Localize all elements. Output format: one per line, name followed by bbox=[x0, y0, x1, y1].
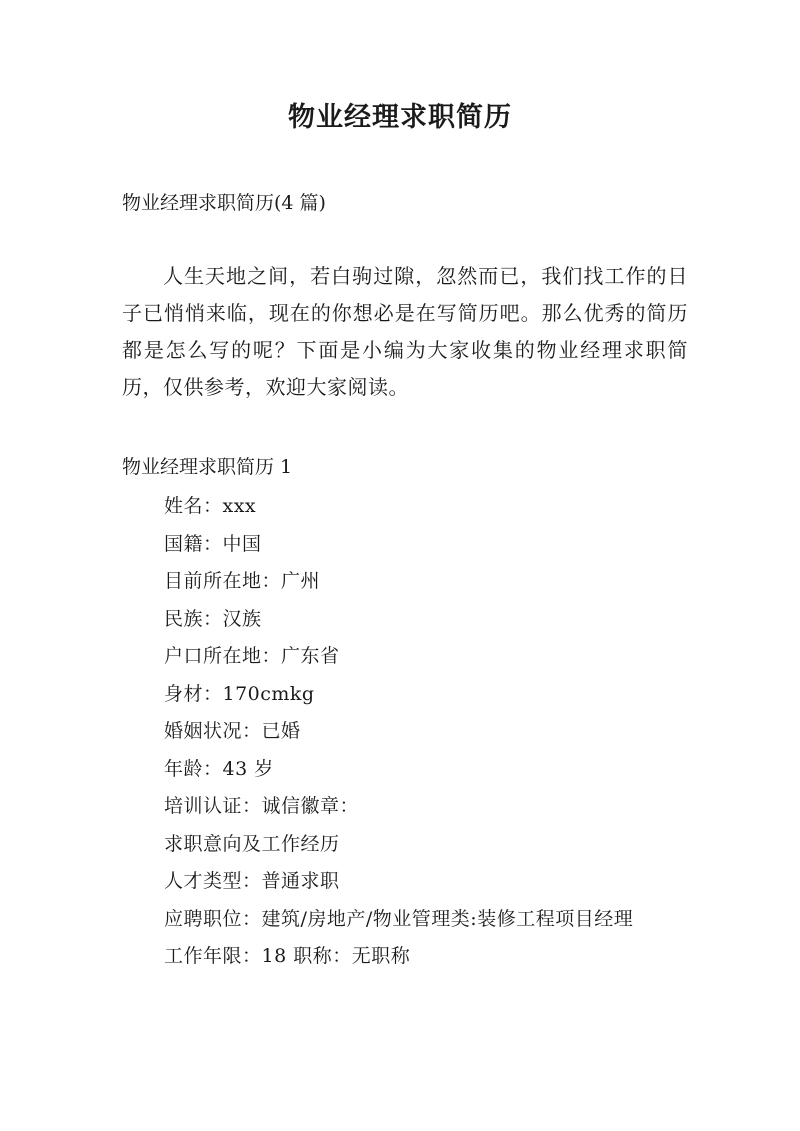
intro-paragraph: 人生天地之间，若白驹过隙，忽然而已，我们找工作的日子已悄悄来临，现在的你想必是在写简历吧。那么优秀的简历都是怎么写的呢？下面是小编为大家收集的物业经理求职简历，仅供参考，欢迎大家阅读。 bbox=[122, 264, 688, 399]
field-name: 姓名：xxx bbox=[164, 495, 257, 517]
field-age: 年龄：43 岁 bbox=[164, 757, 274, 780]
field-household-registration: 户口所在地：广东省 bbox=[164, 645, 340, 667]
document-title: 物业经理求职简历 bbox=[288, 102, 512, 133]
resume-field-list bbox=[122, 488, 688, 976]
field-marital-status: 婚姻状况：已婚 bbox=[164, 720, 301, 742]
field-current-location: 目前所在地：广州 bbox=[164, 570, 321, 592]
field-talent-type: 人才类型：普通求职 bbox=[164, 870, 340, 892]
section-heading-1: 物业经理求职简历 1 bbox=[122, 456, 293, 478]
document-subtitle: 物业经理求职简历(4 篇) bbox=[122, 192, 326, 214]
field-job-intention-heading: 求职意向及工作经历 bbox=[164, 832, 340, 855]
field-ethnicity: 民族：汉族 bbox=[164, 607, 262, 630]
field-years-experience: 工作年限：18 职称：无职称 bbox=[164, 945, 411, 967]
field-certification: 培训认证：诚信徽章： bbox=[164, 795, 360, 817]
field-height: 身材：170cmkg bbox=[164, 682, 315, 705]
field-applied-position: 应聘职位：建筑/房地产/物业管理类:装修工程项目经理 bbox=[164, 907, 634, 930]
field-nationality: 国籍：中国 bbox=[164, 532, 262, 555]
